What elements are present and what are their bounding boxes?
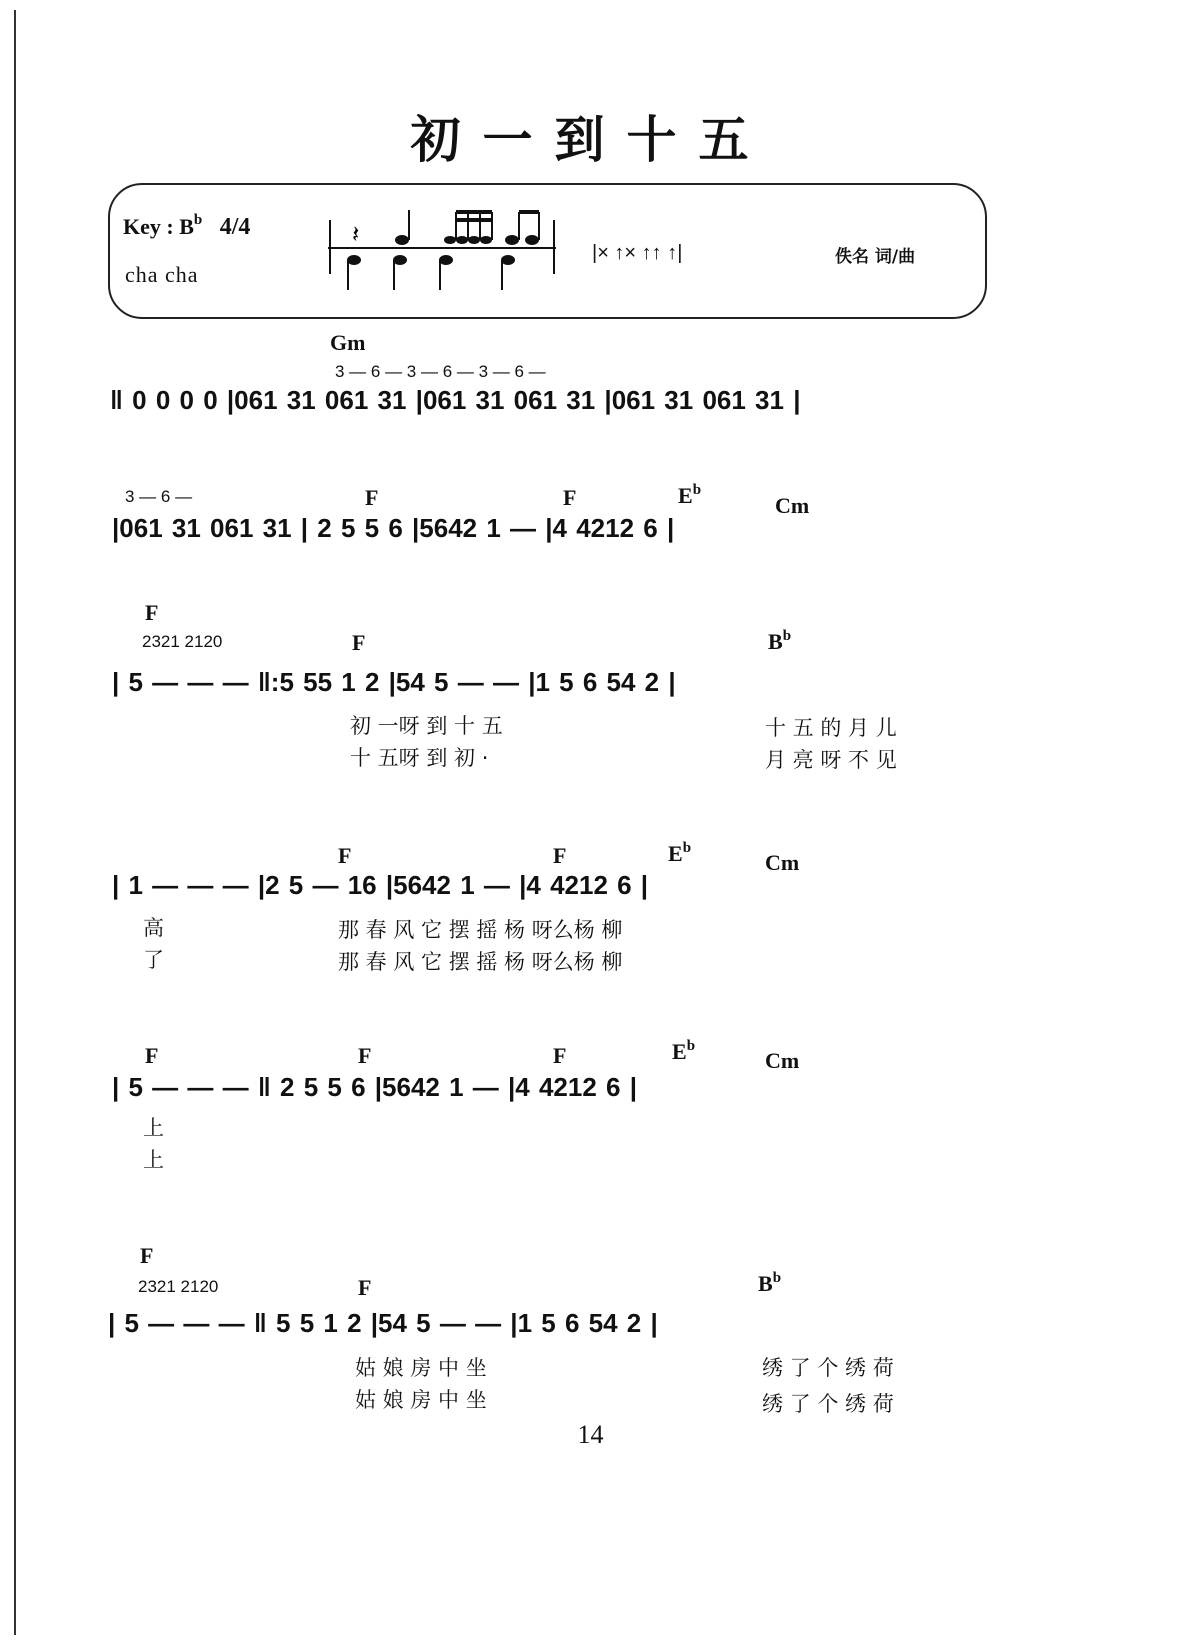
chord-label: F: [145, 600, 159, 625]
chord-label: Cm: [775, 493, 810, 518]
harmony-small-notes: 3 — 6 —: [125, 487, 193, 506]
chord-label: F: [352, 630, 366, 655]
svg-text:𝄽: 𝄽: [352, 220, 360, 248]
key-label: Key : B: [123, 214, 194, 239]
lyric-verse-1: 姑 娘 房 中 坐: [355, 1356, 487, 1380]
chord-label: F: [365, 485, 379, 510]
lyric-verse-2: 姑 娘 房 中 坐: [355, 1388, 487, 1412]
chord-label: $E^b$: [678, 482, 702, 508]
chord-label: Cm: [765, 850, 800, 875]
chord-label: $B^b$: [758, 1270, 782, 1296]
lyric-verse-1: 上: [143, 1116, 164, 1140]
notation-line: | 5 — — — ‖:5 55 1 2 |54 5 — — |1 5 6 54 2 |: [112, 667, 676, 697]
chord-label: F: [358, 1043, 372, 1068]
chord-label: F: [358, 1275, 372, 1300]
chord-label: $E^b$: [672, 1038, 696, 1064]
percussion-pattern: |× ↑× ↑↑ ↑|: [592, 242, 683, 264]
lyric-verse-2: 月 亮 呀 不 见: [765, 748, 897, 772]
lyric-verse-2: 绣 了 个 绣 荷: [762, 1392, 894, 1416]
notation-line: ‖ 0 0 0 0 |061 31 061 31 |061 31 061 31 |061 31 061 31 |: [110, 385, 801, 415]
harmony-small-notes: 2321 2120: [142, 632, 223, 651]
lyric-verse-1: 绣 了 个 绣 荷: [762, 1356, 894, 1380]
harmony-small-notes: 2321 2120: [138, 1277, 219, 1296]
chord-label: F: [563, 485, 577, 510]
lyric-verse-1: 高: [143, 916, 164, 940]
lyric-verse-1: 初 一呀 到 十 五: [350, 714, 503, 738]
chord-label: F: [140, 1243, 154, 1268]
chord-label: Gm: [330, 330, 366, 355]
chord-label: F: [338, 843, 352, 868]
page-number: 14: [577, 1420, 604, 1449]
lyric-verse-2: 了: [143, 948, 164, 972]
lyric-verse-2: 那 春 风 它 摆 摇 杨 呀么杨 柳: [338, 950, 623, 974]
key-signature: [123, 212, 250, 241]
chord-label: $B^b$: [768, 628, 792, 654]
chord-label: F: [553, 843, 567, 868]
key-accidental: b: [193, 212, 203, 228]
harmony-small-notes: 3 — 6 — 3 — 6 — 3 — 6 —: [335, 362, 546, 381]
lyric-verse-2: 上: [143, 1148, 164, 1172]
credit-text: 佚名 词/曲: [835, 247, 916, 267]
lyric-verse-1: 那 春 风 它 摆 摇 杨 呀么杨 柳: [338, 918, 623, 942]
notation-line: | 5 — — — ‖ 2 5 5 6 |5642 1 — |4 4212 6 |: [112, 1072, 637, 1102]
lyric-verse-1: 十 五 的 月 儿: [765, 716, 897, 740]
time-signature: 4/4: [219, 214, 251, 240]
rhythm-pattern-staff: [326, 202, 566, 294]
page-margin-rule: [14, 10, 16, 1635]
notation-line: |061 31 061 31 | 2 5 5 6 |5642 1 — |4 4212 6 |: [112, 513, 675, 543]
song-title: 初一到十五: [410, 110, 771, 169]
chord-label: F: [145, 1043, 159, 1068]
chord-label: Cm: [765, 1048, 800, 1073]
chord-label: F: [553, 1043, 567, 1068]
notation-line: | 1 — — — |2 5 — 16 |5642 1 — |4 4212 6 |: [112, 870, 649, 900]
chord-label: $E^b$: [668, 840, 692, 866]
notation-line: | 5 — — — ‖ 5 5 1 2 |54 5 — — |1 5 6 54 2 |: [108, 1308, 658, 1338]
lyric-verse-2: 十 五呀 到 初 ·: [350, 746, 489, 770]
style-label: cha cha: [125, 262, 199, 287]
